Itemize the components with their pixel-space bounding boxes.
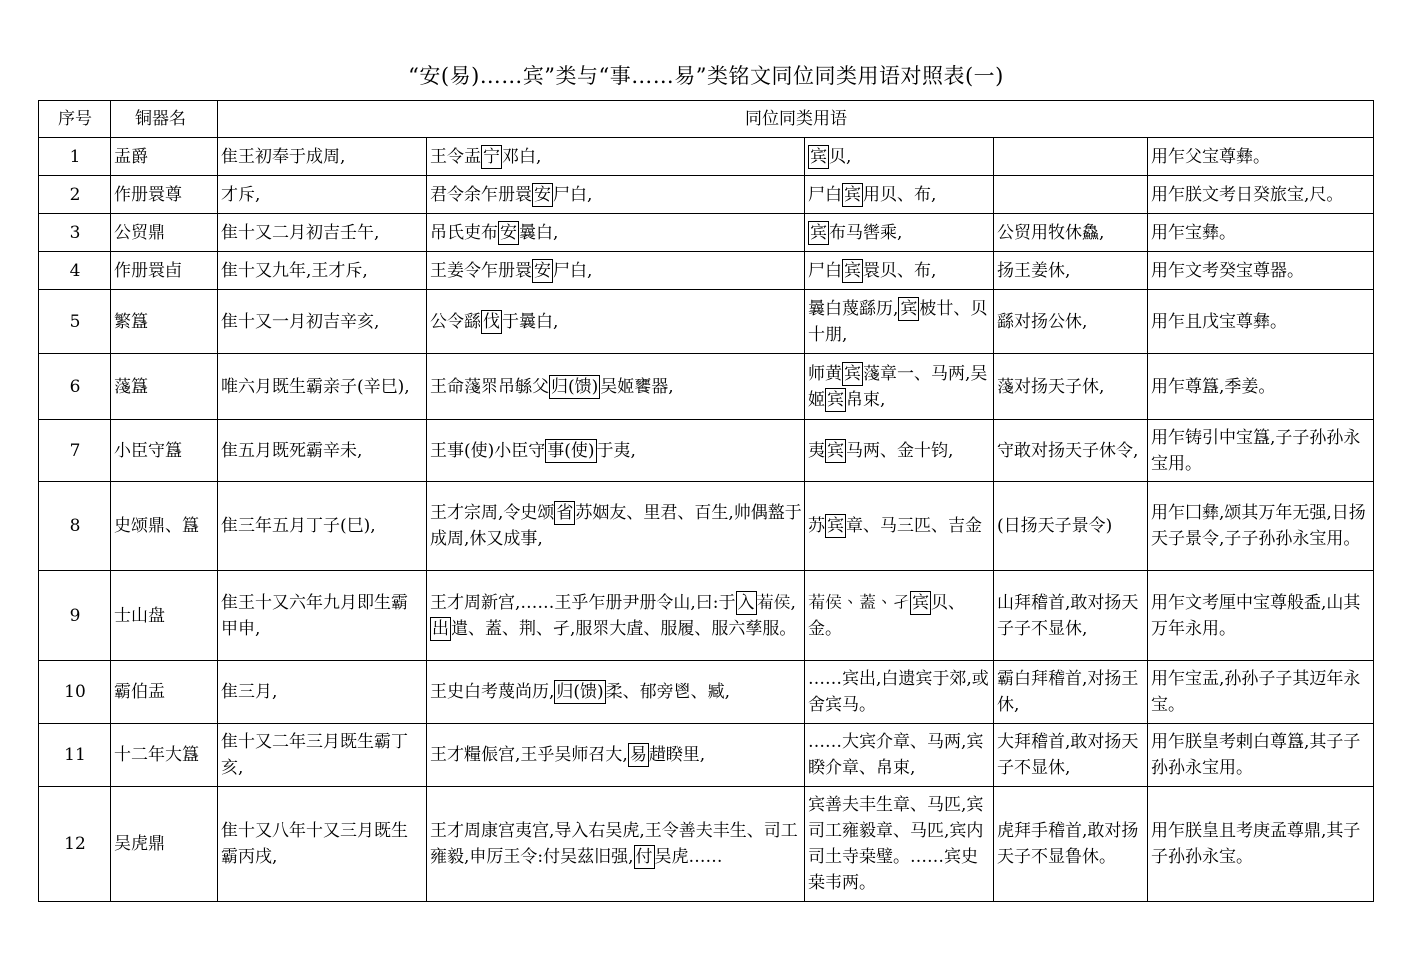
vessel-name: 十二年大簋: [111, 724, 218, 787]
cell-dedication: 用乍且戊宝尊彝。: [1148, 290, 1374, 354]
cell-dedication: 用乍朕文考日癸旅宝,尺。: [1148, 176, 1374, 214]
text: 王命䔐眔吊緐父: [430, 376, 549, 397]
boxed-char: 宾: [827, 389, 844, 410]
text: 马两、金十钧,: [846, 440, 954, 461]
header-phrases: 同位同类用语: [218, 101, 1374, 138]
cell-date: 才斥,: [218, 176, 427, 214]
vessel-name: 士山盘: [111, 571, 218, 661]
vessel-name: 繁簋: [111, 290, 218, 354]
cell-bin: [805, 214, 994, 252]
boxed-char: 省: [556, 503, 574, 523]
boxed-char: 归(馈): [556, 682, 604, 702]
row-no: 3: [39, 214, 111, 252]
text: 公令繇: [430, 311, 481, 332]
vessel-name: 作册睘尊: [111, 176, 218, 214]
boxed-char: 宾: [810, 146, 827, 167]
boxed-char: 入: [737, 592, 755, 613]
text: 章、马三匹、吉金: [846, 516, 982, 536]
text: 柔、郁旁鬯、臧,: [605, 682, 731, 702]
cell-bin: ……宾出,白遗宾于郊,或舍宾马。: [805, 661, 994, 724]
cell-date: 隹王十又六年九月即生霸甲申,: [218, 571, 427, 661]
cell-dedication: 用乍铸引中宝簋,子子孙孙永宝用。: [1148, 420, 1374, 482]
table-row: [39, 176, 1374, 214]
boxed-char: 宾: [827, 440, 844, 461]
cell-date: 隹王初奉于成周,: [218, 138, 427, 176]
table-row: [39, 214, 1374, 252]
table-row: [39, 420, 1374, 482]
cell-dedication: 用乍文考癸宝尊器。: [1148, 252, 1374, 290]
text: 䔐章一、马两,吴姬: [808, 363, 988, 410]
text: 师黄: [808, 363, 842, 384]
cell-praise: [994, 176, 1148, 214]
boxed-char: 宾: [844, 184, 861, 205]
row-no: 4: [39, 252, 111, 290]
text: 王姜令乍册睘: [430, 260, 532, 281]
cell-command: [427, 787, 805, 902]
row-no: 2: [39, 176, 111, 214]
cell-praise: 霸白拜稽首,对扬王休,: [994, 661, 1148, 724]
cell-command: [427, 724, 805, 787]
table-row: [39, 354, 1374, 420]
cell-date: 隹十又二年三月既生霸丁亥,: [218, 724, 427, 787]
text: 夷: [808, 440, 825, 461]
boxed-char: 归(馈): [551, 376, 599, 397]
boxed-char: 宾: [810, 222, 827, 243]
row-no: 10: [39, 661, 111, 724]
cell-command: [427, 214, 805, 252]
boxed-char: 伐: [483, 311, 500, 332]
cell-dedication: 用乍朕皇且考庚孟尊鼎,其子子孙孙永宝。: [1148, 787, 1374, 902]
cell-bin: [805, 252, 994, 290]
text: 用贝、布,: [863, 184, 937, 205]
table-row: [39, 787, 1374, 902]
vessel-name: 霸伯盂: [111, 661, 218, 724]
cell-date: 隹五月既死霸辛未,: [218, 420, 427, 482]
cell-command: [427, 420, 805, 482]
text: 苏: [808, 516, 825, 536]
boxed-char: 出: [432, 618, 449, 639]
boxed-char: 易: [629, 745, 647, 765]
cell-command: [427, 571, 805, 661]
cell-command: [427, 482, 805, 571]
cell-praise: 山拜稽首,敢对扬天子子不显休,: [994, 571, 1148, 661]
vessel-name: 公贸鼎: [111, 214, 218, 252]
boxed-char: 宾: [844, 363, 861, 384]
cell-praise: 守敢对扬天子休令,: [994, 420, 1148, 482]
table-row: [39, 482, 1374, 571]
text: 邓白,: [502, 146, 542, 167]
vessel-name: 史颂鼎、簋: [111, 482, 218, 571]
table-row: [39, 290, 1374, 354]
text: 睘贝、布,: [863, 260, 937, 281]
cell-praise: 虎拜手稽首,敢对扬天子不显鲁休。: [994, 787, 1148, 902]
cell-dedication: 用乍文考厘中宝尊般盉,山其万年永用。: [1148, 571, 1374, 661]
cell-praise: 繇对扬公休,: [994, 290, 1148, 354]
text: 柀廿、贝十朋,: [808, 298, 988, 345]
cell-praise: 䔐对扬天子休,: [994, 354, 1148, 420]
cell-dedication: 用乍尊簋,季姜。: [1148, 354, 1374, 420]
table-row: [39, 571, 1374, 661]
text: 王才周新宫,……王乎乍册尹册令山,曰:于: [430, 592, 736, 613]
boxed-char: 宾: [827, 516, 844, 536]
cell-bin: [805, 420, 994, 482]
cell-date: 唯六月既生霸亲子(辛巳),: [218, 354, 427, 420]
row-no: 5: [39, 290, 111, 354]
row-no: 1: [39, 138, 111, 176]
boxed-char: 宾: [912, 592, 929, 613]
table-row: [39, 661, 1374, 724]
cell-command: [427, 252, 805, 290]
cell-command: [427, 176, 805, 214]
boxed-char: 宾: [844, 260, 861, 281]
boxed-char: 安: [534, 184, 551, 205]
cell-dedication: 用乍宝彝。: [1148, 214, 1374, 252]
table-row: [39, 252, 1374, 290]
row-no: 12: [39, 787, 111, 902]
text: 贝、金。: [808, 592, 965, 639]
text: 吴虎……: [654, 847, 723, 867]
cell-date: 隹三年五月丁子(巳),: [218, 482, 427, 571]
cell-command: [427, 661, 805, 724]
cell-dedication: 用乍朕皇考剌白尊簋,其子子孙孙永宝用。: [1148, 724, 1374, 787]
text: 布马辔乘,: [829, 222, 903, 243]
text: 于曩白,: [502, 311, 559, 332]
cell-command: [427, 354, 805, 420]
cell-date: 隹十又九年,王才斥,: [218, 252, 427, 290]
cell-date: 隹十又一月初吉辛亥,: [218, 290, 427, 354]
row-no: 8: [39, 482, 111, 571]
text: 趞睽里,: [648, 745, 706, 765]
vessel-name: 䔐簋: [111, 354, 218, 420]
cell-bin: [805, 176, 994, 214]
cell-praise: 扬王姜休,: [994, 252, 1148, 290]
cell-command: [427, 290, 805, 354]
text: 贝,: [829, 146, 852, 167]
cell-praise: [994, 138, 1148, 176]
cell-praise: (日扬天子景令): [994, 482, 1148, 571]
cell-dedication: 用乍宝盂,孙孙子子其迈年永宝。: [1148, 661, 1374, 724]
cell-bin: [805, 571, 994, 661]
text: 尸白: [808, 260, 842, 281]
vessel-name: 盂爵: [111, 138, 218, 176]
text: 王事(使)小臣守: [430, 440, 546, 461]
text: 尸白,: [553, 184, 593, 205]
text: 遣、蓋、荆、孑,服眔大虘、服履、服六孳服。: [451, 618, 797, 639]
boxed-char: 事(使): [547, 440, 595, 461]
boxed-char: 付: [635, 847, 653, 867]
cell-bin: [805, 290, 994, 354]
text: 王才宗周,令史颂: [430, 503, 555, 523]
text: 王才糧侲宫,王乎吴师召大,: [430, 745, 628, 765]
page-title: “安(易)……宾”类与“事……易”类铭文同位同类用语对照表(一): [408, 64, 1004, 88]
cell-date: 隹十又八年十又三月既生霸丙戌,: [218, 787, 427, 902]
row-no: 9: [39, 571, 111, 661]
table-row: [39, 138, 1374, 176]
vessel-name: 作册睘卣: [111, 252, 218, 290]
text: 君令余乍册睘: [430, 184, 532, 205]
text: 王史白考蔑尚历,: [430, 682, 555, 702]
table-row: [39, 724, 1374, 787]
cell-bin: [805, 138, 994, 176]
cell-bin: ……大宾介章、马两,宾睽介章、帛束,: [805, 724, 994, 787]
text: 𦯞侯,: [756, 592, 796, 613]
vessel-name: 吴虎鼎: [111, 787, 218, 902]
comparison-table: [38, 100, 1374, 902]
cell-praise: 公贸用牧休鱻,: [994, 214, 1148, 252]
table-header-row: [39, 101, 1374, 138]
text: 尸白: [808, 184, 842, 205]
header-no: 序号: [39, 101, 111, 138]
text: 吴姬饔器,: [600, 376, 674, 397]
text: 曩白,: [519, 222, 559, 243]
cell-dedication: 用乍父宝尊彝。: [1148, 138, 1374, 176]
cell-command: [427, 138, 805, 176]
row-no: 11: [39, 724, 111, 787]
cell-bin: 宾善夫丰生章、马匹,宾司工雍毅章、马匹,宾内司土寺桒璧。……宾史桒韦两。: [805, 787, 994, 902]
row-no: 6: [39, 354, 111, 420]
cell-dedication: 用乍囗彝,颂其万年无强,日扬天子景令,子子孙孙永宝用。: [1148, 482, 1374, 571]
cell-praise: 大拜稽首,敢对扬天子不显休,: [994, 724, 1148, 787]
text: 吊氏吏布: [430, 222, 498, 243]
text: 王才周康宫夷宫,导入右吴虎,王令善夫丰生、司工雍毅,申厉王令:付吴茲旧强,: [430, 821, 798, 867]
text: 曩白蔑繇历,: [808, 298, 899, 319]
text: 尸白,: [553, 260, 593, 281]
text: 于夷,: [596, 440, 636, 461]
cell-date: 隹三月,: [218, 661, 427, 724]
text: 苏姻友、里君、百生,帅偶盩于成周,休又成事,: [430, 503, 802, 549]
boxed-char: 安: [534, 260, 551, 281]
text: 帛束,: [846, 389, 886, 410]
cell-bin: [805, 482, 994, 571]
vessel-name: 小臣守簋: [111, 420, 218, 482]
header-name: 铜器名: [111, 101, 218, 138]
boxed-char: 安: [500, 222, 517, 243]
boxed-char: 宁: [483, 146, 500, 167]
cell-bin: [805, 354, 994, 420]
cell-date: 隹十又二月初吉壬午,: [218, 214, 427, 252]
text: 𦯞侯、蓋、孑: [808, 592, 910, 613]
text: 王令盂: [430, 146, 481, 167]
boxed-char: 宾: [900, 298, 918, 319]
row-no: 7: [39, 420, 111, 482]
